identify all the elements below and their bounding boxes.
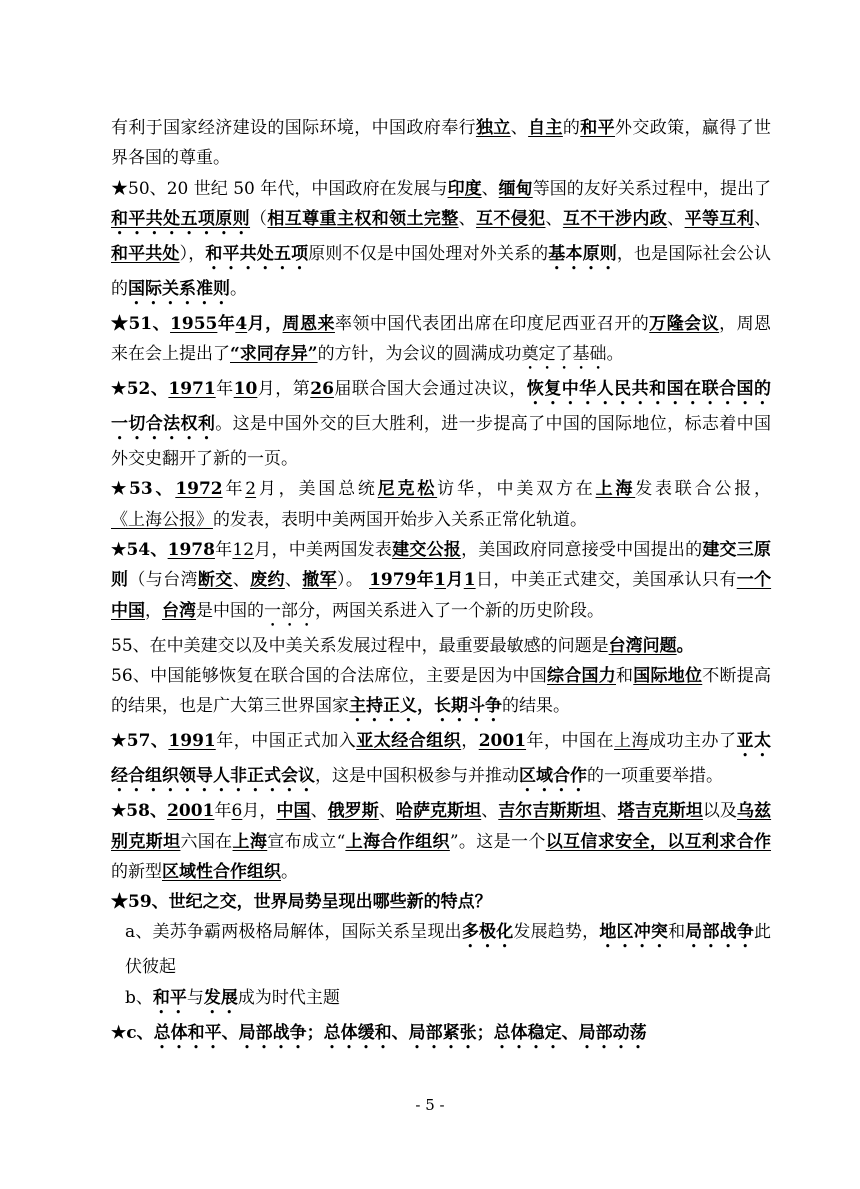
text: 。这是中国外交的巨大胜利，进一步提高了中国的国际地位，标志着中国外交史翻开了新的一页。 xyxy=(111,414,772,470)
keyword: 中国 xyxy=(276,801,311,822)
keyword: 以互信求安全，以互利求合作 xyxy=(545,831,772,852)
keyword: 互不侵犯 xyxy=(475,208,546,229)
keyword: 独立 xyxy=(475,118,511,138)
keyword: 区域性合作组织 xyxy=(162,861,281,882)
text: ，周恩来在会上提出了 xyxy=(111,313,772,365)
keyword: 2001 xyxy=(167,801,215,822)
text: ，美国政府同意接受中国提出的 xyxy=(461,540,703,561)
keyword: 综合国力 xyxy=(546,665,616,686)
text: 、 xyxy=(754,208,772,229)
text: 、 xyxy=(458,208,476,229)
keyword: 断交 xyxy=(197,570,233,591)
answer-59-c xyxy=(111,1018,771,1053)
keyword: 国际地位 xyxy=(633,665,703,686)
keyword: 亚太经合组织 xyxy=(356,731,462,752)
keyword: 台湾 xyxy=(162,600,196,621)
paragraph-55 xyxy=(111,631,771,661)
keyword: 和平共处五项原则 xyxy=(111,208,251,229)
answer-59-b xyxy=(111,983,771,1018)
text: 年 xyxy=(214,801,232,822)
paragraph-50 xyxy=(111,174,771,309)
text: 、 xyxy=(481,178,499,199)
text: 不断提高的结果，也是广大第三世界国家 xyxy=(111,665,772,717)
text: 与 xyxy=(186,987,204,1008)
keyword: 周恩来 xyxy=(282,313,335,334)
text: ★50、20 世纪 50 年代，中国政府在发展与 xyxy=(111,178,448,199)
keyword: 俄罗斯 xyxy=(327,801,379,822)
text: 以及 xyxy=(702,801,738,822)
text: ，也是国际社会公认的 xyxy=(111,243,772,299)
keyword: 自主 xyxy=(528,118,563,138)
keyword: 局部战争 xyxy=(685,922,755,943)
keyword: 《上海公报》 xyxy=(111,509,213,530)
keyword: 2 xyxy=(245,479,257,500)
keyword: “求同存异” xyxy=(230,344,318,365)
keyword: 塔吉克斯坦 xyxy=(617,801,703,822)
paragraph-57 xyxy=(111,726,771,796)
text: a、美苏争霸两极格局解体，国际关系呈现出 xyxy=(125,922,462,943)
text: 的新型 xyxy=(111,861,162,882)
keyword: 主持正义 xyxy=(349,696,417,717)
text: ★52、 xyxy=(111,379,169,400)
keyword: 2001 xyxy=(478,731,527,752)
paragraph-51 xyxy=(111,309,771,374)
keyword: 尼克松 xyxy=(377,479,438,500)
text: 成为时代主题 xyxy=(237,987,340,1008)
paragraph-49-continued xyxy=(111,113,771,174)
keyword: 4 xyxy=(235,313,248,334)
keyword: 总体和平、局部战争；总体缓和、局部紧张；总体稳定、局部动荡 xyxy=(153,1022,647,1043)
text: （与台湾 xyxy=(128,570,198,591)
text: 、 xyxy=(481,801,499,822)
question-59 xyxy=(111,887,771,917)
keyword: 1971 xyxy=(168,379,216,400)
keyword: 基本原则 xyxy=(548,243,617,264)
text: 成功主办了 xyxy=(649,731,737,752)
keyword: 1972 xyxy=(175,479,223,500)
text: ， xyxy=(461,731,479,752)
answer-59-a xyxy=(111,917,771,982)
text: 、 xyxy=(378,801,396,822)
text: 年，中国在 xyxy=(526,731,615,752)
text: 年 xyxy=(214,540,233,561)
keyword: 1991 xyxy=(168,731,216,752)
text: 宣布成立“ xyxy=(267,831,346,852)
text: ）。 xyxy=(337,570,364,591)
keyword: 一部分 xyxy=(264,600,315,621)
text: 年 xyxy=(416,570,435,591)
text: 原则不仅是中国处理对外关系的 xyxy=(308,243,549,264)
keyword: 国际关系准则 xyxy=(128,278,230,299)
text: 、 xyxy=(510,118,529,138)
document-body xyxy=(111,113,771,1053)
keyword: 和平共处 xyxy=(111,243,180,264)
keyword: 哈萨克斯坦 xyxy=(395,801,482,822)
text: 月，中美两国发表 xyxy=(254,540,393,561)
keyword: 恢复中华人民共和国在联合国的一切合法权利 xyxy=(111,379,772,435)
text: ★57、 xyxy=(111,731,169,752)
text: 。 xyxy=(230,278,247,299)
text: 。 xyxy=(281,861,298,882)
keyword: 26 xyxy=(310,379,334,400)
keyword: 亚太经合组织领导人非正式会议 xyxy=(111,731,772,787)
text: 年 xyxy=(215,379,234,400)
keyword: 上海 xyxy=(595,479,636,500)
text: 有利于国家经济建设的国际环境，中国政府奉行 xyxy=(111,118,476,138)
keyword: 1955 xyxy=(170,313,218,334)
text: 等国的友好关系过程中，提出了 xyxy=(532,178,772,199)
text: 的结果。 xyxy=(502,696,570,717)
keyword: 和平共处五项 xyxy=(205,243,309,264)
text: 、 xyxy=(310,801,328,822)
paragraph-58 xyxy=(111,796,771,887)
keyword: 和平 xyxy=(152,987,187,1008)
keyword: 缅甸 xyxy=(498,178,533,199)
text: ★c、 xyxy=(111,1022,154,1043)
keyword: 一个中国 xyxy=(111,570,772,621)
text: 月， xyxy=(247,313,283,334)
text: 六国在 xyxy=(180,831,233,852)
text: 、 xyxy=(232,570,251,591)
keyword: 建交三原则 xyxy=(111,540,772,591)
text: 月，第 xyxy=(257,379,311,400)
keyword: 撤军 xyxy=(302,570,337,591)
text: ★58、 xyxy=(111,801,168,822)
keyword: 12 xyxy=(232,540,255,561)
text: 年 xyxy=(222,479,246,500)
text: 和 xyxy=(668,922,686,943)
page-number: - 5 - xyxy=(415,1096,445,1114)
keyword: 多极化 xyxy=(461,922,514,943)
keyword: 万隆会议 xyxy=(649,313,720,334)
keyword: 和平 xyxy=(580,118,616,138)
keyword: 1 xyxy=(434,570,446,591)
text: 。 xyxy=(676,635,694,656)
paragraph-56 xyxy=(111,661,771,726)
question-heading: ★59、世纪之交，世界局势呈现出哪些新的特点？ xyxy=(111,892,492,913)
keyword: 发展 xyxy=(203,987,238,1008)
text: 此伏彼起 xyxy=(125,922,772,978)
text: 届联合国大会通过决议， xyxy=(333,379,527,400)
text: 的 xyxy=(562,118,581,138)
text: 的方针，为会议的圆满成功 xyxy=(317,344,522,365)
paragraph-53 xyxy=(111,474,771,535)
text: 发表联合公报， xyxy=(635,479,772,500)
keyword: 1978 xyxy=(167,540,215,561)
text: ★53、 xyxy=(111,479,176,500)
text: （ xyxy=(250,208,268,229)
text: 、 xyxy=(545,208,563,229)
text: 月 xyxy=(446,570,464,591)
keyword: 平等互利 xyxy=(684,208,755,229)
text: ， xyxy=(417,696,434,717)
text: 年 xyxy=(217,313,236,334)
keyword: 台湾问题 xyxy=(608,635,677,656)
text: 的发表，表明中美两国开始步入关系正常化轨道。 xyxy=(213,509,587,530)
text: 56、中国能够恢复在联合国的合法席位，主要是因为中国 xyxy=(111,665,547,686)
text: ，两国关系进入了一个新的历史阶段。 xyxy=(315,600,604,621)
keyword: 上海合作组织 xyxy=(345,831,450,852)
keyword: 6 xyxy=(231,801,243,822)
keyword: 乌兹别克斯坦 xyxy=(111,801,772,852)
text: 发展趋势， xyxy=(513,922,600,943)
text: 月， xyxy=(242,801,277,822)
keyword: 上海 xyxy=(614,731,650,752)
keyword: 1 xyxy=(463,570,476,591)
text: 访华，中美双方在 xyxy=(437,479,596,500)
keyword: 建交公报 xyxy=(392,540,462,561)
keyword: 废约 xyxy=(250,570,285,591)
text: 、 xyxy=(284,570,303,591)
text: ★51、 xyxy=(111,313,171,334)
text: b、 xyxy=(125,987,153,1008)
text: 外交政策，赢得了世界各国的尊重。 xyxy=(111,118,772,169)
text: 年，中国正式加入 xyxy=(215,731,357,752)
text: 、 xyxy=(600,801,618,822)
text: ）， xyxy=(179,243,206,264)
keyword: 上海 xyxy=(232,831,268,852)
keyword: 长期斗争 xyxy=(434,696,502,717)
keyword: 印度 xyxy=(447,178,482,199)
paragraph-54 xyxy=(111,535,771,631)
keyword: 吉尔吉斯斯坦 xyxy=(498,801,601,822)
keyword: 地区冲突 xyxy=(599,922,669,943)
text: 。 xyxy=(606,344,624,365)
keyword: 1979 xyxy=(369,570,417,591)
keyword: 区域合作 xyxy=(519,766,587,787)
text: ， xyxy=(145,600,162,621)
text: 、 xyxy=(667,208,685,229)
text: 日，中美正式建交，美国承认只有 xyxy=(475,570,737,591)
text: 的一项重要举措。 xyxy=(587,766,723,787)
text: ”。这是一个 xyxy=(449,831,546,852)
text: 月，美国总统 xyxy=(256,479,378,500)
keyword: 奠定了基础 xyxy=(521,344,607,365)
text: 是中国的 xyxy=(196,600,264,621)
text: 率领中国代表团出席在印度尼西亚召开的 xyxy=(334,313,650,334)
text: ★54、 xyxy=(111,540,168,561)
paragraph-52 xyxy=(111,374,771,474)
keyword: 10 xyxy=(233,379,258,400)
keyword: 相互尊重主权和领土完整 xyxy=(267,208,459,229)
keyword: 互不干涉内政 xyxy=(562,208,668,229)
text: 和 xyxy=(615,665,634,686)
text: 55、在中美建交以及中美关系发展过程中，最重要最敏感的问题是 xyxy=(111,635,609,656)
text: ，这是中国积极参与并推动 xyxy=(315,766,519,787)
